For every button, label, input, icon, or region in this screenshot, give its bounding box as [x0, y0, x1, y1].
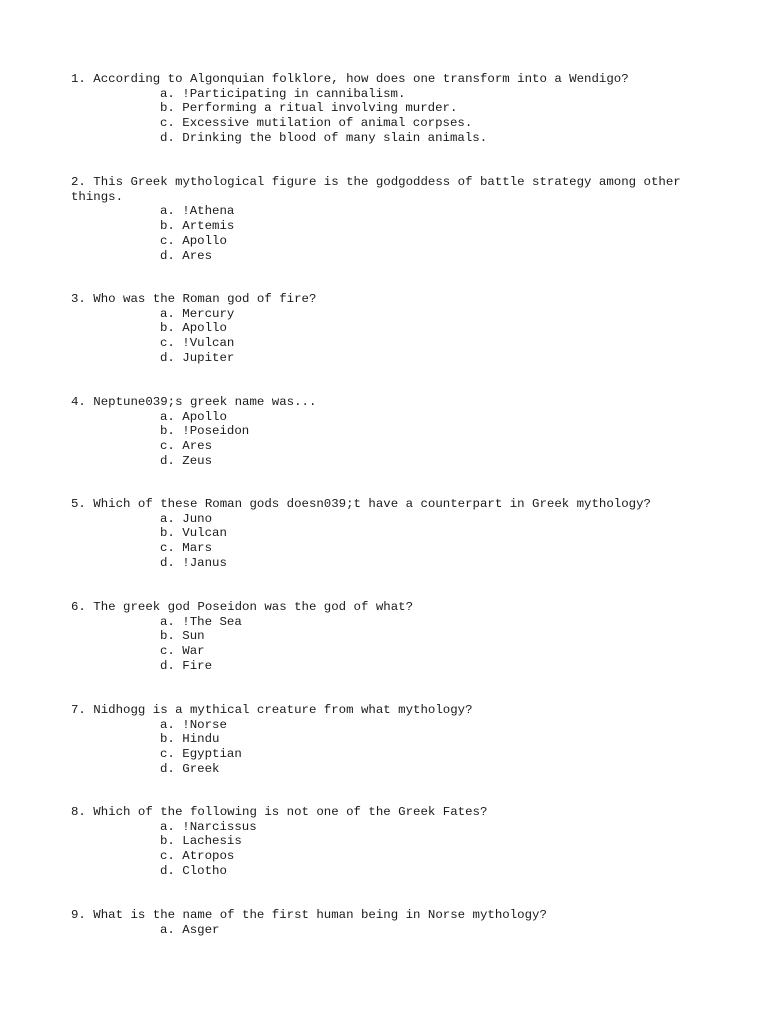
answer-option: a. Asger: [160, 922, 220, 937]
question-text: 9. What is the name of the first human being in Norse mythology?: [71, 908, 547, 922]
answer-option: b. Performing a ritual involving murder.: [160, 101, 458, 116]
answer-option: a. !Participating in cannibalism.: [160, 86, 406, 101]
answer-option: d. Zeus: [160, 453, 213, 468]
answer-option: c. Ares: [160, 439, 213, 454]
answer-options: [71, 820, 701, 879]
answer-option: b. Hindu: [160, 732, 220, 747]
answer-option: c. Apollo: [160, 233, 227, 248]
answer-option: b. Artemis: [160, 218, 235, 233]
answer-options: [71, 512, 701, 571]
question-6: [71, 600, 701, 674]
question-1: [71, 72, 701, 146]
question-text: 1. According to Algonquian folklore, how does one transform into a Wendigo?: [71, 72, 629, 86]
question-4: [71, 395, 701, 469]
answer-option: c. Excessive mutilation of animal corpses.: [160, 116, 473, 131]
answer-option: a. !Narcissus: [160, 819, 257, 834]
answer-option: d. Drinking the blood of many slain animals.: [160, 130, 488, 145]
answer-options: [71, 87, 701, 146]
answer-option: d. Ares: [160, 248, 213, 263]
question-9: [71, 908, 701, 937]
answer-options: [71, 718, 701, 777]
question-text: 8. Which of the following is not one of the Greek Fates?: [71, 805, 488, 819]
answer-option: b. Vulcan: [160, 526, 227, 541]
answer-option: c. Egyptian: [160, 747, 242, 762]
answer-options: [71, 410, 701, 469]
answer-option: b. Apollo: [160, 321, 227, 336]
answer-option: a. Mercury: [160, 306, 235, 321]
question-text: 5. Which of these Roman gods doesn039;t have a counterpart in Greek mythology?: [71, 497, 651, 511]
answer-options: [71, 204, 701, 263]
answer-option: c. Atropos: [160, 849, 235, 864]
question-text: 4. Neptune039;s greek name was...: [71, 395, 317, 409]
question-text: 3. Who was the Roman god of fire?: [71, 292, 317, 306]
answer-option: c. War: [160, 644, 205, 659]
question-2: [71, 175, 701, 263]
question-7: [71, 703, 701, 777]
question-text: 6. The greek god Poseidon was the god of what?: [71, 600, 414, 614]
answer-option: d. Jupiter: [160, 350, 235, 365]
answer-option: d. !Janus: [160, 555, 227, 570]
answer-option: d. Clotho: [160, 863, 227, 878]
answer-option: d. Fire: [160, 658, 213, 673]
question-text: 2. This Greek mythological figure is the godgoddess of battle strategy among other things.: [71, 175, 689, 204]
answer-option: a. Apollo: [160, 409, 227, 424]
answer-options: [71, 615, 701, 674]
answer-options: [71, 307, 701, 366]
answer-option: c. Mars: [160, 541, 213, 556]
question-3: [71, 292, 701, 366]
answer-option: a. !Norse: [160, 717, 227, 732]
answer-option: a. !Athena: [160, 204, 235, 219]
answer-option: b. !Poseidon: [160, 424, 250, 439]
answer-option: a. Juno: [160, 511, 213, 526]
answer-option: b. Lachesis: [160, 834, 242, 849]
answer-option: c. !Vulcan: [160, 336, 235, 351]
question-5: [71, 497, 701, 571]
question-text: 7. Nidhogg is a mythical creature from what mythology?: [71, 703, 473, 717]
answer-options: [71, 923, 701, 938]
question-8: [71, 805, 701, 879]
answer-option: a. !The Sea: [160, 614, 242, 629]
answer-option: d. Greek: [160, 761, 220, 776]
answer-option: b. Sun: [160, 629, 205, 644]
